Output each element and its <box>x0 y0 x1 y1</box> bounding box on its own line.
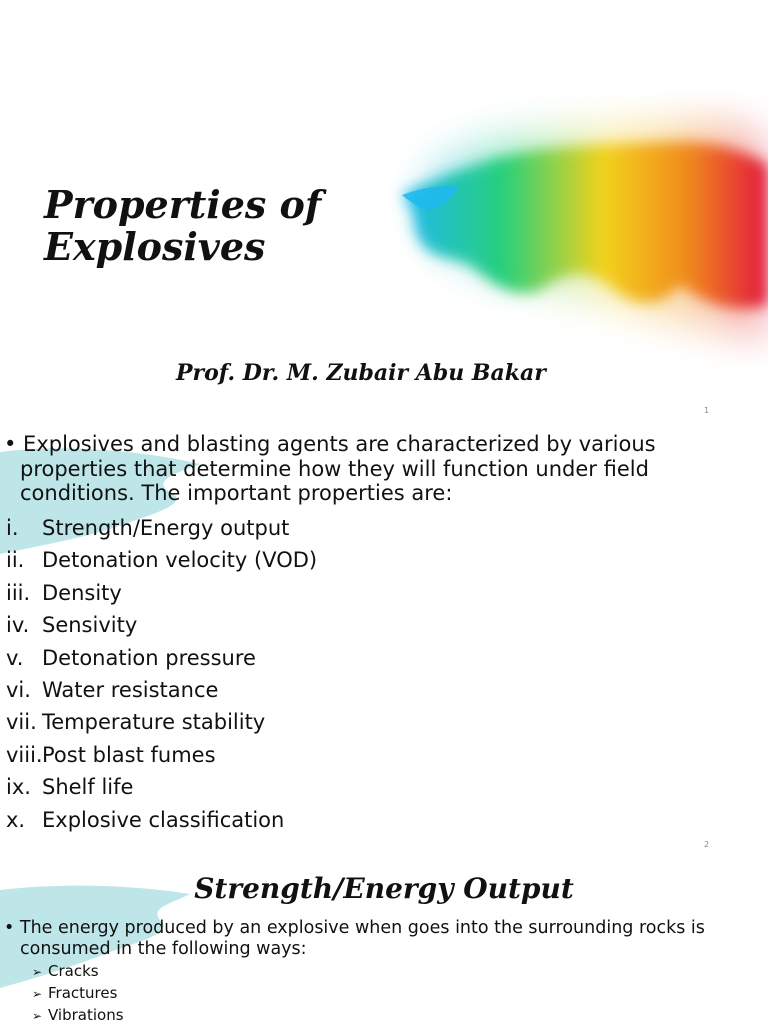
list-item <box>6 577 317 609</box>
list-item-label: Fractures <box>48 984 118 1002</box>
list-item-number: vii. <box>6 710 37 735</box>
list-item <box>32 961 124 983</box>
list-item-number: ii. <box>6 548 25 573</box>
list-item <box>6 674 317 706</box>
list-item-number: v. <box>6 645 24 670</box>
section-title: Strength/Energy Output <box>194 872 574 905</box>
list-item-label: Density <box>42 580 122 605</box>
energy-uses-list <box>32 961 124 1024</box>
list-item <box>6 804 317 836</box>
title-line-2: Explosives <box>44 224 266 269</box>
list-item-label: Strength/Energy output <box>42 516 290 540</box>
list-item <box>6 739 317 771</box>
list-item-number: viii. <box>6 742 43 767</box>
arrow-bullet-icon: ➢ <box>32 965 43 979</box>
list-item-label: Explosive classification <box>42 807 285 832</box>
page-number: 2 <box>704 840 710 849</box>
properties-list-slide <box>0 428 768 856</box>
arrow-bullet-icon: ➢ <box>32 987 43 1001</box>
list-item-number: i. <box>6 516 19 540</box>
list-item <box>6 642 317 674</box>
list-item-label: Shelf life <box>42 775 134 800</box>
list-item-number: vi. <box>6 677 31 702</box>
list-item-label: Sensivity <box>42 613 138 638</box>
list-item-label: Cracks <box>48 962 99 980</box>
color-splash-graphic <box>380 90 768 370</box>
list-item-number: x. <box>6 807 26 832</box>
list-item <box>6 544 317 576</box>
list-item-label: Temperature stability <box>42 710 266 735</box>
list-item-label: Detonation pressure <box>42 645 256 670</box>
arrow-bullet-icon: ➢ <box>32 1009 43 1023</box>
list-item-label: Post blast fumes <box>42 742 216 767</box>
author-name: Prof. Dr. M. Zubair Abu Bakar <box>176 360 546 386</box>
title-slide <box>0 0 768 428</box>
list-item-label: Detonation velocity (VOD) <box>42 548 318 573</box>
page-number: 1 <box>704 406 710 415</box>
list-item <box>6 512 317 544</box>
list-item-number: iii. <box>6 580 31 605</box>
strength-slide <box>0 856 768 1024</box>
list-item-label: Vibrations <box>48 1006 124 1024</box>
title-line-1: Properties of <box>44 182 322 227</box>
list-item-number: ix. <box>6 775 31 800</box>
energy-intro: • The energy produced by an explosive when goes into the surrounding rocks is consumed in the following ways: <box>4 918 705 959</box>
list-item <box>32 983 124 1005</box>
list-item <box>6 609 317 641</box>
presentation-title <box>44 184 321 268</box>
list-item-label: Water resistance <box>42 677 219 702</box>
list-item <box>32 1005 124 1024</box>
properties-intro: • Explosives and blasting agents are characterized by various properties that determine how they will function under field conditions. The important properties are: <box>4 432 656 505</box>
list-item <box>6 706 317 738</box>
list-item <box>6 771 317 803</box>
list-item-number: iv. <box>6 613 30 638</box>
properties-list <box>6 512 317 836</box>
